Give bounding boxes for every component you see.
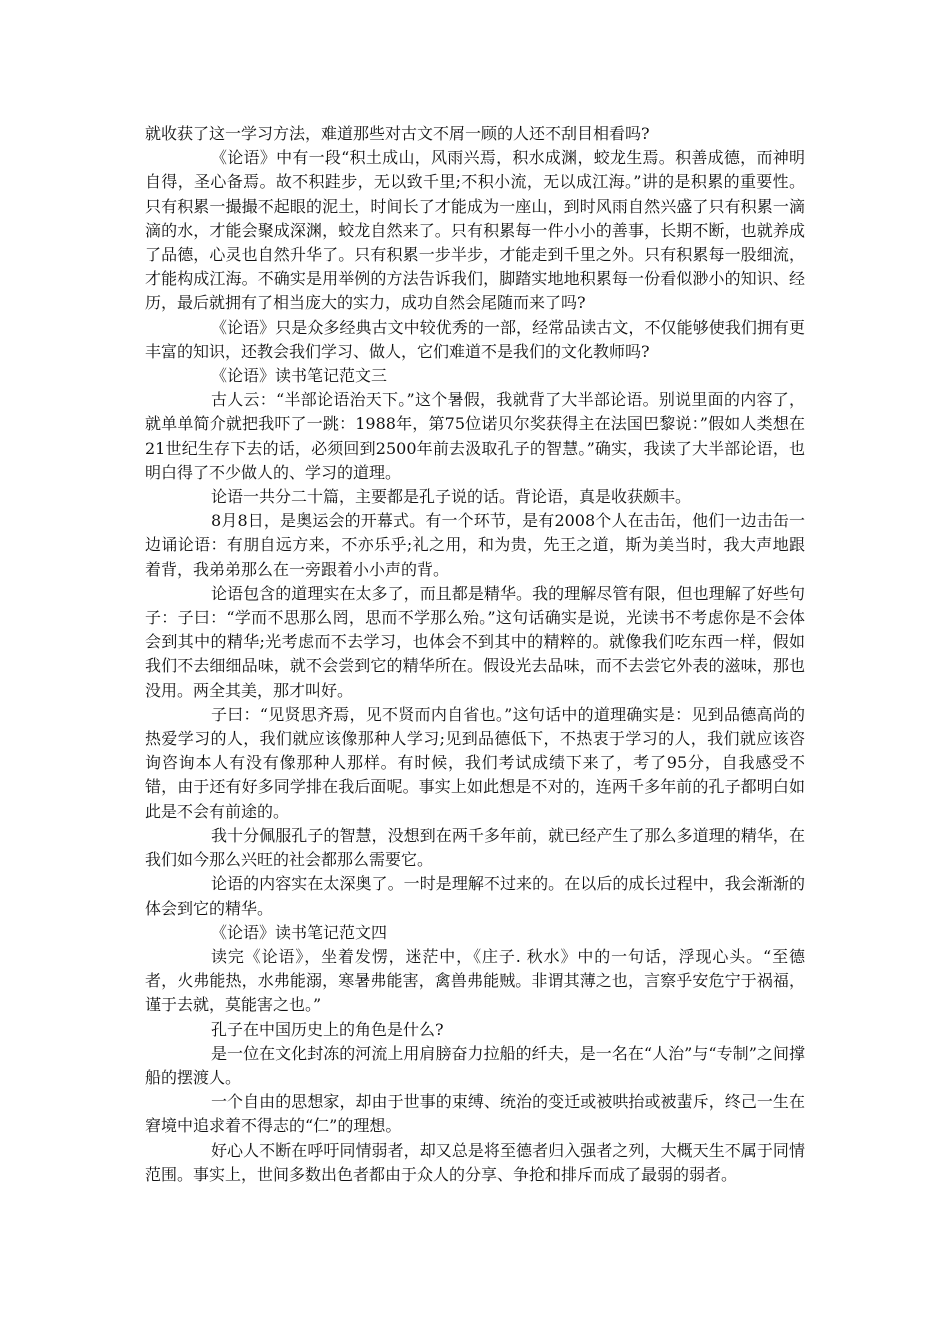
paragraph-7: 8月8日，是奥运会的开幕式。有一个环节，是有2008个人在击缶，他们一边击缶一边诵论语：有朋自远方来，不亦乐乎;礼之用，和为贵，先王之道，斯为美当时，我大声地跟着背，我弟弟那么在一旁跟着小小声的背。	[145, 511, 805, 579]
paragraph-6: 论语一共分二十篇，主要都是孔子说的话。背论语，真是收获颇丰。	[211, 487, 692, 507]
paragraph-3: 《论语》只是众多经典古文中较优秀的一部，经常品读古文，不仅能够使我们拥有更丰富的知识，还教会我们学习、做人，它们难道不是我们的文化教师吗?	[145, 317, 805, 361]
paragraph-2: 《论语》中有一段“积土成山，风雨兴焉，积水成渊，蛟龙生焉。积善成德，而神明自得，圣心备焉。故不积跬步，无以致千里;不积小流，无以成江海。”讲的是积累的重要性。只有积累一撮撮不起眼的泥土，时间长了才能成为一座山，到时风雨自然兴盛了只有积累一滴滴的水，才能会聚成深渊，蛟龙自然来了。只有积累每一件小小的善事，长期不断，也就养成了品德，心灵也自然升华了。只有积累一步半步，才能走到千里之外。只有积累每一股细流，才能构成江海。不确实是用举例的方法告诉我们，脚踏实地地积累每一份看似渺小的知识、经历，最后就拥有了相当庞大的实力，成功自然会尾随而来了吗?	[145, 148, 805, 313]
paragraph-5: 古人云：“半部论语治天下。”这个暑假，我就背了大半部论语。别说里面的内容了，就单单简介就把我吓了一跳：1988年，第75位诺贝尔奖获得主在法国巴黎说：”假如人类想在21世纪生存下去的话，必须回到2500年前去汲取孔子的智慧。”确实，我读了大半部论语，也明白得了不少做人的、学习的道理。	[145, 390, 805, 482]
paragraph-8: 论语包含的道理实在太多了，而且都是精华。我的理解尽管有限，但也理解了好些句子：子曰：“学而不思那么罔，思而不学那么殆。”这句话确实是说，光读书不考虑你是不会体会到其中的精华;光考虑而不去学习，也体会不到其中的精粹的。就像我们吃东西一样，假如我们不去细细品味，就不会尝到它的精华所在。假设光去品味，而不去尝它外表的滋味，那也没用。两全其美，那才叫好。	[145, 583, 805, 700]
paragraph-10: 我十分佩服孔子的智慧，没想到在两千多年前，就已经产生了那么多道理的精华，在我们如今那么兴旺的社会都那么需要它。	[145, 825, 805, 870]
paragraph-14: 孔子在中国历史上的角色是什么?	[211, 1019, 444, 1039]
section-heading-3: 《论语》读书笔记范文三	[211, 366, 388, 386]
paragraph-16: 一个自由的思想家，却由于世事的束缚、统治的变迁或被哄抬或被蜚斥，终己一生在窘境中追求着不得志的“仁”的理想。	[145, 1092, 805, 1136]
paragraph-1: 就收获了这一学习方法，难道那些对古文不屑一顾的人还不刮目相看吗?	[145, 124, 650, 143]
paragraph-11: 论语的内容实在太深奥了。一时是理解不过来的。在以后的成长过程中，我会渐渐的体会到它的精华。	[145, 874, 805, 918]
paragraph-9: 子曰：“见贤思齐焉，见不贤而内自省也。”这句话中的道理确实是：见到品德高尚的热爱学习的人，我们就应该像那种人学习;见到品德低下，不热衷于学习的人，我们就应该咨询咨询本人有没有像那种人那样。有时候，我们考试成绩下来了，考了95分，自我感受不错，由于还有好多同学排在我后面呢。事实上如此想是不对的，连两千多年前的孔子都明白如此是不会有前途的。	[145, 704, 805, 821]
document-page	[145, 122, 805, 1187]
paragraph-15: 是一位在文化封冻的河流上用肩膀奋力拉船的纤夫，是一名在“人治”与“专制”之间撑船的摆渡人。	[145, 1043, 805, 1087]
section-heading-4: 《论语》读书笔记范文四	[211, 922, 388, 942]
paragraph-13: 读完《论语》，坐着发愣，迷茫中，《庄子. 秋水》中的一句话，浮现心头。“至德者，火弗能热，水弗能溺，寒暑弗能害，禽兽弗能贼。非谓其薄之也，言察乎安危宁于祸福，谨于去就，莫能害之也。”	[145, 946, 805, 1015]
paragraph-17: 好心人不断在呼吁同情弱者，却又总是将至德者归入强者之列，大概天生不属于同情范围。事实上，世间多数出色者都由于众人的分享、争抢和排斥而成了最弱的弱者。	[145, 1140, 805, 1184]
